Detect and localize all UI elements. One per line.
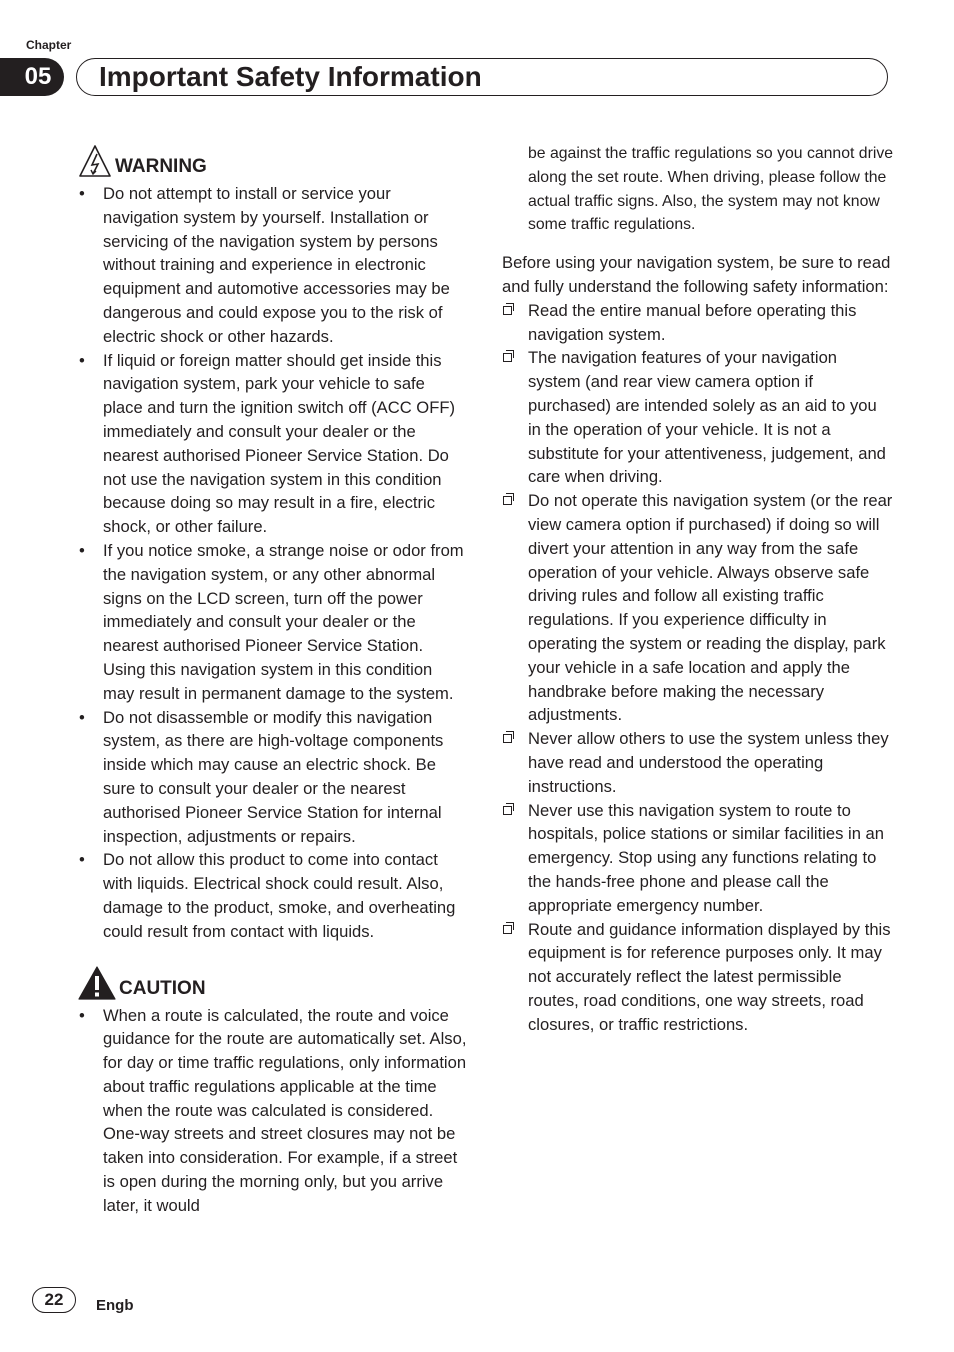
caution-label: CAUTION — [119, 977, 206, 999]
list-item: • When a route is calculated, the route and voice guidance for the route are automatically set. Also, for day or time traffic regulations, only information about traffic regulations applicable at the time when the route was calculated is considered. One-way streets and street closures may not be taken into consideration. For example, if a street is open during the morning only, but you arrive later, it would — [78, 1004, 468, 1218]
caution-list — [78, 1004, 468, 1218]
lightning-warning-icon — [78, 144, 112, 178]
exclamation-caution-icon — [78, 966, 116, 1000]
list-item: Do not operate this navigation system (or the rear view camera option if purchased) if doing so will divert your attention in any way from the safe operation of your vehicle. Always observe safe driving rules and follow all existing traffic regulations. If you experience difficulty in operating the system or reading the display, park your vehicle in a safe location and apply the handbrake before making the necessary adjustments. — [502, 489, 894, 727]
warning-label: WARNING — [115, 156, 207, 177]
chapter-label: Chapter — [26, 38, 72, 52]
list-item: • If you notice smoke, a strange noise or odor from the navigation system, or any other abnormal signs on the LCD screen, turn off the power immediately and consult your dealer or the nearest authorised Pioneer Service Station. Using this navigation system in this condition may result in permanent damage to the system. — [78, 539, 468, 706]
checkbox-icon — [503, 925, 512, 934]
checkbox-icon — [503, 806, 512, 815]
list-item: Never use this navigation system to route to hospitals, police stations or similar facilities in an emergency. Stop using any functions relating to the hands-free phone and please call the appropriate emergency number. — [502, 799, 894, 918]
intro-paragraph: Before using your navigation system, be sure to read and fully understand the following safety information: — [502, 253, 891, 296]
list-item: Read the entire manual before operating this navigation system. — [502, 299, 894, 347]
list-item: • Do not disassemble or modify this navigation system, as there are high-voltage components inside which may cause an electric shock. Be sure to consult your dealer or the nearest authorised Pioneer Service Station for internal inspection, adjustments or repairs. — [78, 706, 468, 849]
checkbox-icon — [503, 353, 512, 362]
checkbox-icon — [503, 496, 512, 505]
list-item: Never allow others to use the system unless they have read and understood the operating instructions. — [502, 727, 894, 798]
left-column — [78, 144, 468, 1218]
safety-checklist — [502, 299, 894, 1037]
warning-heading — [78, 144, 468, 178]
list-item: • If liquid or foreign matter should get inside this navigation system, park your vehicle to safe place and turn the ignition switch off (ACC OFF) immediately and consult your dealer or the nearest authorised Pioneer Service Station. Do not use the navigation system in this condition because doing so may result in a fire, electric shock, or other failure. — [78, 349, 468, 539]
checkbox-icon — [503, 306, 512, 315]
list-item: Route and guidance information displayed by this equipment is for reference purposes only. It may not accurately reflect the latest permissible routes, road conditions, one way streets, road closures, or traffic restrictions. — [502, 918, 894, 1037]
warning-list — [78, 182, 468, 944]
caution-heading — [78, 966, 468, 1000]
language-code: Engb — [96, 1297, 134, 1314]
caution-continued-text: be against the traffic regulations so you cannot drive along the set route. When driving, please follow the actual traffic signs. Also, the system may not know some traffic regulations. — [528, 145, 894, 234]
list-item: • Do not allow this product to come into contact with liquids. Electrical shock could result. Also, damage to the product, smoke, and overheating could result from contact with liquids. — [78, 848, 468, 943]
page-title: Important Safety Information — [76, 58, 888, 96]
page-number: 22 — [32, 1287, 76, 1313]
list-item: The navigation features of your navigation system (and rear view camera option if purchased) are intended solely as an aid to you in the operation of your vehicle. It is not a substitute for your attentiveness, judgement, and care when driving. — [502, 346, 894, 489]
list-item: • Do not attempt to install or service your navigation system by yourself. Installation or servicing of the navigation system by persons without training and experience in electronic equipment and automotive accessories may be dangerous and could expose you to the risk of electric shock or other hazards. — [78, 182, 468, 349]
chapter-number-tab: 05 — [0, 58, 64, 96]
right-column — [502, 142, 894, 1036]
checkbox-icon — [503, 734, 512, 743]
